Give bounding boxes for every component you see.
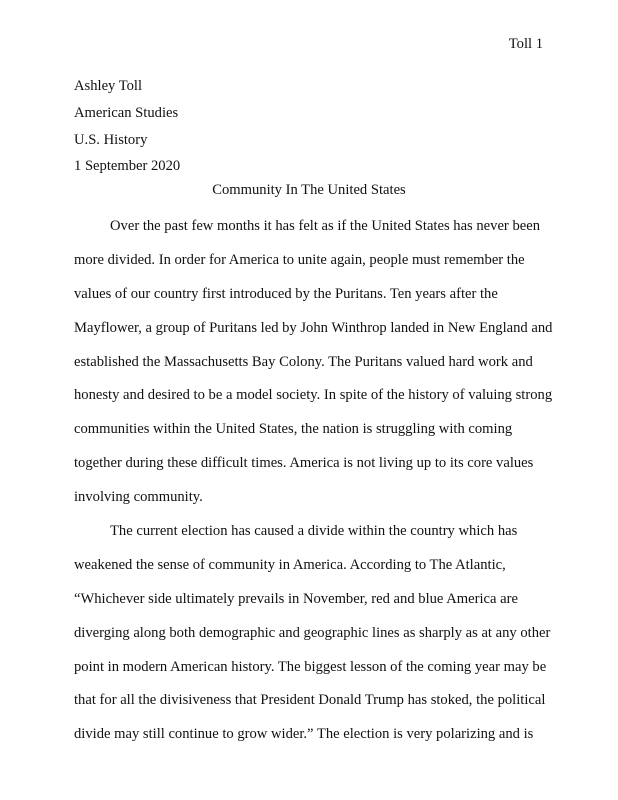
- text-line: Over the past few months it has felt as if the United States has never been: [110, 218, 540, 234]
- author-name: Ashley Toll: [74, 78, 143, 94]
- text-line: involving community.: [74, 489, 203, 506]
- text-line: The current election has caused a divide within the country which has: [110, 523, 518, 540]
- essay-title: Community In The United States: [212, 182, 406, 198]
- text-line: established the Massachusetts Bay Colony. The Puritans valued hard work and: [74, 353, 533, 370]
- mla-heading: [74, 73, 544, 180]
- text-line: diverging along both demographic and geographic lines as sharply as at any other: [74, 624, 551, 641]
- text-line: that for all the divisiveness that President Donald Trump has stoked, the political: [74, 692, 546, 709]
- text-line: Mayflower, a group of Puritans led by John Winthrop landed in New England and: [74, 319, 553, 336]
- text-line: point in modern American history. The biggest lesson of the coming year may be: [74, 658, 547, 675]
- subject-name: U.S. History: [74, 131, 148, 148]
- text-line: more divided. In order for America to unite again, people must remember the: [74, 251, 525, 268]
- text-line: honesty and desired to be a model society. In spite of the history of valuing strong: [74, 387, 553, 404]
- text-line: communities within the United States, the nation is struggling with coming: [74, 421, 513, 438]
- text-line: “Whichever side ultimately prevails in November, red and blue America are: [74, 590, 518, 607]
- paragraph-2: [74, 519, 551, 756]
- paragraph-1: [74, 214, 553, 519]
- text-line: together during these difficult times. America is not living up to its core values: [74, 455, 534, 472]
- course-name: American Studies: [74, 104, 179, 121]
- text-line: divide may still continue to grow wider.” The election is very polarizing and is: [74, 726, 534, 743]
- running-head-page-number: Toll 1: [508, 36, 543, 52]
- essay-date: 1 September 2020: [74, 158, 181, 175]
- essay-body: [74, 214, 553, 756]
- text-line: values of our country first introduced by the Puritans. Ten years after the: [74, 285, 498, 302]
- text-line: weakened the sense of community in America. According to The Atlantic,: [74, 556, 506, 573]
